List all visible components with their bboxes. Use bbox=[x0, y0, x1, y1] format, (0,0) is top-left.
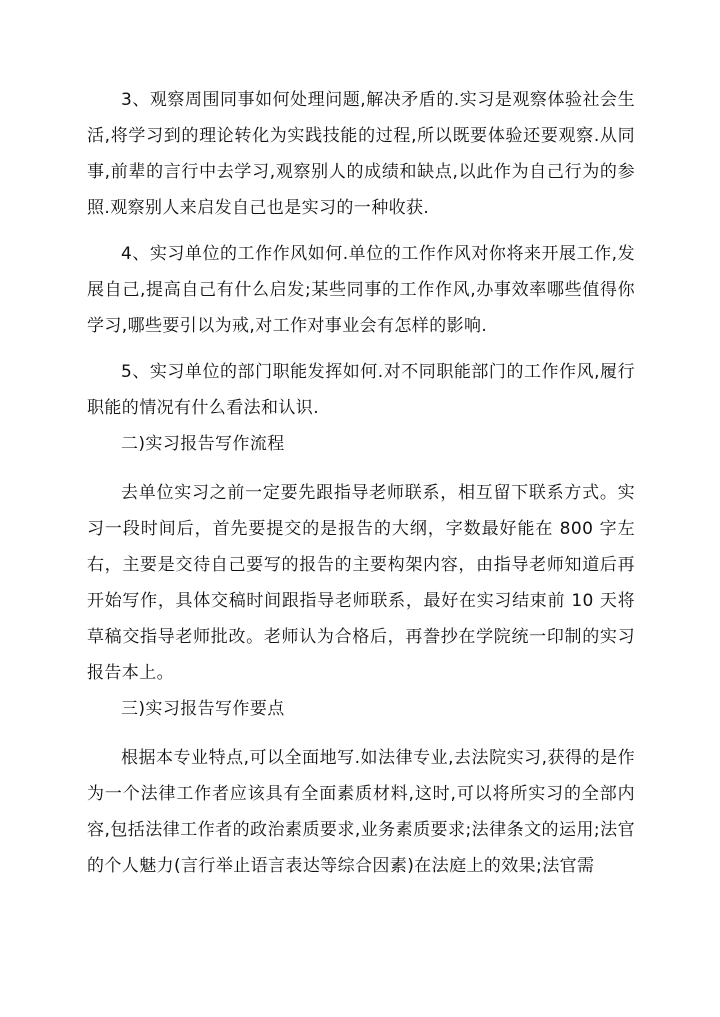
paragraph-writing-process: 去单位实习之前一定要先跟指导老师联系，相互留下联系方式。实习一段时间后，首先要提交的是报告的大纲，字数最好能在 800 字左右，主要是交待自己要写的报告的主要构架内容，由指导老师知道后再开始写作，具体交稿时间跟指导老师联系，最好在实习结束前 10 天将草稿交指导老师批改。老师认为合格后，再誊抄在学院统一印制的实习报告本上。 bbox=[87, 483, 635, 683]
section-heading-writing-process: 二)实习报告写作流程 bbox=[121, 434, 285, 454]
paragraph-observe-colleagues: 3、观察周围同事如何处理问题,解决矛盾的.实习是观察体验社会生活,将学习到的理论转化为实践技能的过程,所以既要体验还要观察.从同事,前辈的言行中去学习,观察别人的成绩和缺点,以此作为自己行为的参照.观察别人来启发自己也是实习的一种收获. bbox=[87, 90, 635, 218]
paragraph-department-functions: 5、实习单位的部门职能发挥如何.对不同职能部门的工作作风,履行职能的情况有什么看法和认识. bbox=[87, 362, 635, 418]
section-heading-writing-points: 三)实习报告写作要点 bbox=[121, 699, 285, 719]
paragraph-writing-points: 根据本专业特点,可以全面地写.如法律专业,去法院实习,获得的是作为一个法律工作者应该具有全面素质材料,这时,可以将所实习的全部内容,包括法律工作者的政治素质要求,业务素质要求;法律条文的运用;法官的个人魅力(言行举止语言表达等综合因素)在法庭上的效果;法官需 bbox=[87, 748, 635, 876]
paragraph-work-style: 4、实习单位的工作作风如何.单位的工作作风对你将来开展工作,发展自己,提高自己有什么启发;某些同事的工作作风,办事效率哪些值得你学习,哪些要引以为戒,对工作对事业会有怎样的影响. bbox=[87, 244, 635, 336]
document-body bbox=[87, 82, 635, 884]
